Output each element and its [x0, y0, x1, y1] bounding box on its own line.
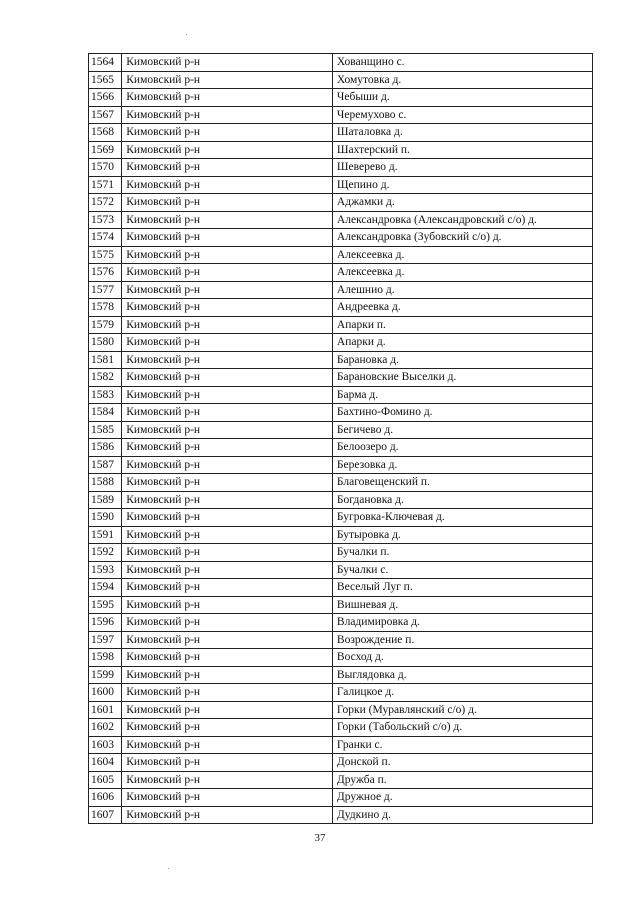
table-row	[89, 281, 593, 299]
table-row	[89, 474, 593, 492]
locality-cell: Апарки п.	[332, 316, 592, 334]
table-row	[89, 299, 593, 317]
table-row	[89, 351, 593, 369]
row-number-cell: 1603	[89, 736, 122, 754]
page-number: 37	[314, 832, 326, 844]
locality-cell: Алексеевка д.	[332, 246, 592, 264]
district-cell: Кимовский р-н	[122, 614, 333, 632]
table-row	[89, 736, 593, 754]
table-row	[89, 229, 593, 247]
district-cell: Кимовский р-н	[122, 771, 333, 789]
row-number-cell: 1571	[89, 176, 122, 194]
district-cell: Кимовский р-н	[122, 596, 333, 614]
table-row	[89, 649, 593, 667]
locality-cell: Щепино д.	[332, 176, 592, 194]
locality-cell: Благовещенский п.	[332, 474, 592, 492]
row-number-cell: 1568	[89, 124, 122, 142]
row-number-cell: 1592	[89, 544, 122, 562]
table-row	[89, 71, 593, 89]
district-cell: Кимовский р-н	[122, 491, 333, 509]
row-number-cell: 1607	[89, 806, 122, 824]
row-number-cell: 1596	[89, 614, 122, 632]
row-number-cell: 1564	[89, 54, 122, 72]
district-cell: Кимовский р-н	[122, 141, 333, 159]
row-number-cell: 1597	[89, 631, 122, 649]
district-cell: Кимовский р-н	[122, 299, 333, 317]
locality-cell: Барма д.	[332, 386, 592, 404]
locality-cell: Галицкое д.	[332, 684, 592, 702]
locality-cell: Черемухово с.	[332, 106, 592, 124]
table-row	[89, 54, 593, 72]
district-cell: Кимовский р-н	[122, 544, 333, 562]
row-number-cell: 1591	[89, 526, 122, 544]
table-row	[89, 684, 593, 702]
row-number-cell: 1605	[89, 771, 122, 789]
row-number-cell: 1572	[89, 194, 122, 212]
table-row	[89, 439, 593, 457]
row-number-cell: 1581	[89, 351, 122, 369]
locality-cell: Алешнио д.	[332, 281, 592, 299]
district-cell: Кимовский р-н	[122, 456, 333, 474]
table-row	[89, 264, 593, 282]
table-row	[89, 106, 593, 124]
row-number-cell: 1565	[89, 71, 122, 89]
locality-cell: Шаталовка д.	[332, 124, 592, 142]
locality-cell: Апарки д.	[332, 334, 592, 352]
table-row	[89, 124, 593, 142]
table-row	[89, 789, 593, 807]
row-number-cell: 1587	[89, 456, 122, 474]
locality-cell: Барановка д.	[332, 351, 592, 369]
row-number-cell: 1598	[89, 649, 122, 667]
row-number-cell: 1577	[89, 281, 122, 299]
row-number-cell: 1589	[89, 491, 122, 509]
table-row	[89, 561, 593, 579]
row-number-cell: 1600	[89, 684, 122, 702]
table-row	[89, 246, 593, 264]
district-cell: Кимовский р-н	[122, 334, 333, 352]
district-cell: Кимовский р-н	[122, 806, 333, 824]
district-cell: Кимовский р-н	[122, 439, 333, 457]
district-cell: Кимовский р-н	[122, 509, 333, 527]
table-row	[89, 701, 593, 719]
row-number-cell: 1583	[89, 386, 122, 404]
district-cell: Кимовский р-н	[122, 89, 333, 107]
district-cell: Кимовский р-н	[122, 789, 333, 807]
locality-cell: Чебыши д.	[332, 89, 592, 107]
locality-cell: Алексеевка д.	[332, 264, 592, 282]
district-cell: Кимовский р-н	[122, 229, 333, 247]
table-row	[89, 404, 593, 422]
locality-cell: Аджамки д.	[332, 194, 592, 212]
locality-cell: Бегичево д.	[332, 421, 592, 439]
table-row	[89, 159, 593, 177]
district-cell: Кимовский р-н	[122, 404, 333, 422]
locality-cell: Выглядовка д.	[332, 666, 592, 684]
locality-cell: Бахтино-Фомино д.	[332, 404, 592, 422]
table-row	[89, 316, 593, 334]
row-number-cell: 1601	[89, 701, 122, 719]
locality-cell: Веселый Луг п.	[332, 579, 592, 597]
district-cell: Кимовский р-н	[122, 281, 333, 299]
locality-cell: Бучалки п.	[332, 544, 592, 562]
row-number-cell: 1582	[89, 369, 122, 387]
table-row	[89, 526, 593, 544]
scan-speck	[168, 868, 169, 869]
district-cell: Кимовский р-н	[122, 124, 333, 142]
table-row	[89, 754, 593, 772]
locality-cell: Дудкино д.	[332, 806, 592, 824]
row-number-cell: 1599	[89, 666, 122, 684]
row-number-cell: 1588	[89, 474, 122, 492]
locality-cell: Дружное д.	[332, 789, 592, 807]
table-row	[89, 211, 593, 229]
district-cell: Кимовский р-н	[122, 701, 333, 719]
row-number-cell: 1579	[89, 316, 122, 334]
district-cell: Кимовский р-н	[122, 631, 333, 649]
table-row	[89, 509, 593, 527]
row-number-cell: 1602	[89, 719, 122, 737]
row-number-cell: 1569	[89, 141, 122, 159]
table-row	[89, 89, 593, 107]
district-cell: Кимовский р-н	[122, 369, 333, 387]
district-cell: Кимовский р-н	[122, 159, 333, 177]
row-number-cell: 1580	[89, 334, 122, 352]
district-cell: Кимовский р-н	[122, 526, 333, 544]
locality-cell: Богдановка д.	[332, 491, 592, 509]
table-row	[89, 771, 593, 789]
district-cell: Кимовский р-н	[122, 211, 333, 229]
district-cell: Кимовский р-н	[122, 246, 333, 264]
locality-cell: Дружба п.	[332, 771, 592, 789]
locality-cell: Шеверево д.	[332, 159, 592, 177]
district-cell: Кимовский р-н	[122, 421, 333, 439]
row-number-cell: 1595	[89, 596, 122, 614]
row-number-cell: 1606	[89, 789, 122, 807]
district-cell: Кимовский р-н	[122, 474, 333, 492]
district-cell: Кимовский р-н	[122, 649, 333, 667]
row-number-cell: 1593	[89, 561, 122, 579]
row-number-cell: 1570	[89, 159, 122, 177]
table-row	[89, 614, 593, 632]
district-cell: Кимовский р-н	[122, 316, 333, 334]
district-cell: Кимовский р-н	[122, 666, 333, 684]
table-row	[89, 176, 593, 194]
table-row	[89, 579, 593, 597]
row-number-cell: 1604	[89, 754, 122, 772]
district-cell: Кимовский р-н	[122, 194, 333, 212]
locality-cell: Гранки с.	[332, 736, 592, 754]
row-number-cell: 1586	[89, 439, 122, 457]
table-row	[89, 631, 593, 649]
table-row	[89, 666, 593, 684]
locality-cell: Андреевка д.	[332, 299, 592, 317]
row-number-cell: 1585	[89, 421, 122, 439]
district-cell: Кимовский р-н	[122, 351, 333, 369]
district-cell: Кимовский р-н	[122, 561, 333, 579]
district-cell: Кимовский р-н	[122, 754, 333, 772]
locality-cell: Вишневая д.	[332, 596, 592, 614]
locality-cell: Барановские Выселки д.	[332, 369, 592, 387]
locality-cell: Возрождение п.	[332, 631, 592, 649]
table-row	[89, 141, 593, 159]
locality-cell: Шахтерский п.	[332, 141, 592, 159]
settlements-table-body	[89, 54, 593, 824]
row-number-cell: 1566	[89, 89, 122, 107]
table-row	[89, 369, 593, 387]
table-row	[89, 194, 593, 212]
locality-cell: Горки (Табольский с/о) д.	[332, 719, 592, 737]
district-cell: Кимовский р-н	[122, 684, 333, 702]
row-number-cell: 1574	[89, 229, 122, 247]
district-cell: Кимовский р-н	[122, 176, 333, 194]
scan-speck	[186, 34, 187, 35]
locality-cell: Бутыровка д.	[332, 526, 592, 544]
table-row	[89, 491, 593, 509]
locality-cell: Бучалки с.	[332, 561, 592, 579]
row-number-cell: 1578	[89, 299, 122, 317]
table-row	[89, 806, 593, 824]
row-number-cell: 1594	[89, 579, 122, 597]
row-number-cell: 1573	[89, 211, 122, 229]
district-cell: Кимовский р-н	[122, 386, 333, 404]
table-row	[89, 334, 593, 352]
district-cell: Кимовский р-н	[122, 264, 333, 282]
row-number-cell: 1576	[89, 264, 122, 282]
table-row	[89, 719, 593, 737]
table-row	[89, 386, 593, 404]
district-cell: Кимовский р-н	[122, 106, 333, 124]
table-row	[89, 544, 593, 562]
district-cell: Кимовский р-н	[122, 71, 333, 89]
locality-cell: Хованщино с.	[332, 54, 592, 72]
locality-cell: Березовка д.	[332, 456, 592, 474]
row-number-cell: 1584	[89, 404, 122, 422]
table-row	[89, 456, 593, 474]
district-cell: Кимовский р-н	[122, 54, 333, 72]
locality-cell: Хомутовка д.	[332, 71, 592, 89]
locality-cell: Горки (Муравлянский с/о) д.	[332, 701, 592, 719]
table-row	[89, 421, 593, 439]
locality-cell: Александровка (Александровский с/о) д.	[332, 211, 592, 229]
locality-cell: Донской п.	[332, 754, 592, 772]
row-number-cell: 1575	[89, 246, 122, 264]
row-number-cell: 1567	[89, 106, 122, 124]
table-row	[89, 596, 593, 614]
locality-cell: Владимировка д.	[332, 614, 592, 632]
district-cell: Кимовский р-н	[122, 736, 333, 754]
locality-cell: Восход д.	[332, 649, 592, 667]
district-cell: Кимовский р-н	[122, 579, 333, 597]
district-cell: Кимовский р-н	[122, 719, 333, 737]
settlements-table	[88, 53, 593, 824]
row-number-cell: 1590	[89, 509, 122, 527]
locality-cell: Александровка (Зубовский с/о) д.	[332, 229, 592, 247]
locality-cell: Белоозеро д.	[332, 439, 592, 457]
locality-cell: Бугровка-Ключевая д.	[332, 509, 592, 527]
